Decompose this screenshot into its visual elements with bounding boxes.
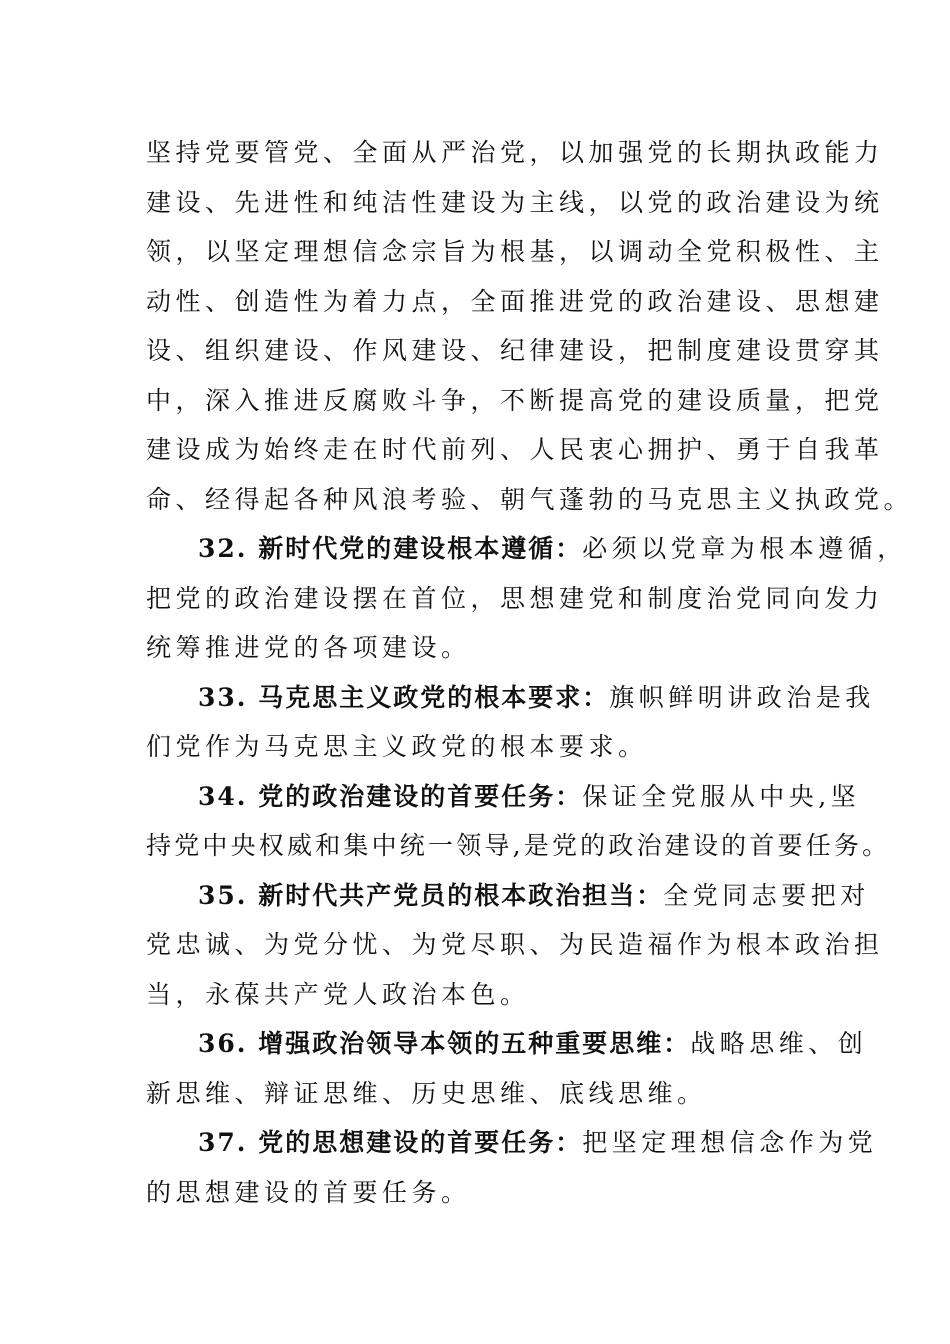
item-text: 全党同志要把对 — [663, 880, 870, 910]
item-36 — [146, 1019, 868, 1118]
item-first-line — [146, 1118, 878, 1168]
text-line: 的思想建设的首要任务。 — [146, 1177, 471, 1207]
document-page — [146, 128, 914, 1217]
text-line: 领，以坚定理想信念宗旨为根基，以调动全党积极性、主 — [146, 237, 884, 266]
item-first-line — [146, 524, 907, 574]
item-text: 把坚定理想信念作为党 — [582, 1128, 878, 1157]
item-text: 保证全党服从中央,坚 — [582, 781, 861, 811]
item-text: 必须以党章为根本遵循， — [582, 534, 907, 563]
item-34 — [146, 772, 891, 871]
intro-paragraph — [146, 128, 914, 524]
text-line: 中，深入推进反腐败斗争，不断提高党的建设质量，把党 — [146, 385, 884, 415]
item-33 — [146, 673, 875, 772]
text-line: 持党中央权威和集中统一领导,是党的政治建设的首要任务。 — [146, 831, 891, 860]
item-heading: 37. 党的思想建设的首要任务： — [198, 1128, 583, 1157]
item-first-line — [146, 772, 861, 822]
item-first-line — [146, 673, 875, 723]
item-first-line — [146, 871, 870, 921]
text-line: 动性、创造性为着力点，全面推进党的政治建设、思想建 — [146, 286, 884, 316]
text-line: 命、经得起各种风浪考验、朝气蓬勃的马克思主义执政党。 — [146, 484, 914, 514]
text-line: 建设、先进性和纯洁性建设为主线，以党的政治建设为统 — [146, 187, 884, 217]
item-heading: 36. 增强政治领导本领的五种重要思维： — [198, 1029, 691, 1058]
item-first-line — [146, 1019, 868, 1069]
item-37 — [146, 1118, 878, 1217]
item-35 — [146, 871, 884, 1020]
item-text: 战略思维、创 — [690, 1029, 868, 1058]
text-line: 新思维、辩证思维、历史思维、底线思维。 — [146, 1078, 707, 1108]
text-line: 设、组织建设、作风建设、纪律建设，把制度建设贯穿其 — [146, 336, 884, 365]
text-line: 把党的政治建设摆在首位，思想建党和制度治党同向发力 — [146, 583, 884, 613]
text-line: 党忠诚、为党分忧、为党尽职、为民造福作为根本政治担 — [146, 930, 884, 959]
item-heading: 35. 新时代共产党员的根本政治担当： — [198, 880, 664, 910]
item-heading: 32. 新时代党的建设根本遵循： — [198, 534, 583, 563]
text-line: 们党作为马克思主义政党的根本要求。 — [146, 732, 648, 761]
item-heading: 33. 马克思主义政党的根本要求： — [198, 682, 610, 712]
text-line: 坚持党要管党、全面从严治党，以加强党的长期执政能力 — [146, 138, 884, 167]
item-heading: 34. 党的政治建设的首要任务： — [198, 781, 583, 811]
text-line: 建设成为始终走在时代前列、人民衷心拥护、勇于自我革 — [146, 435, 884, 464]
item-text: 旗帜鲜明讲政治是我 — [609, 682, 875, 712]
text-line: 当，永葆共产党人政治本色。 — [146, 979, 530, 1009]
text-line: 统筹推进党的各项建设。 — [146, 633, 471, 662]
item-32 — [146, 524, 907, 673]
